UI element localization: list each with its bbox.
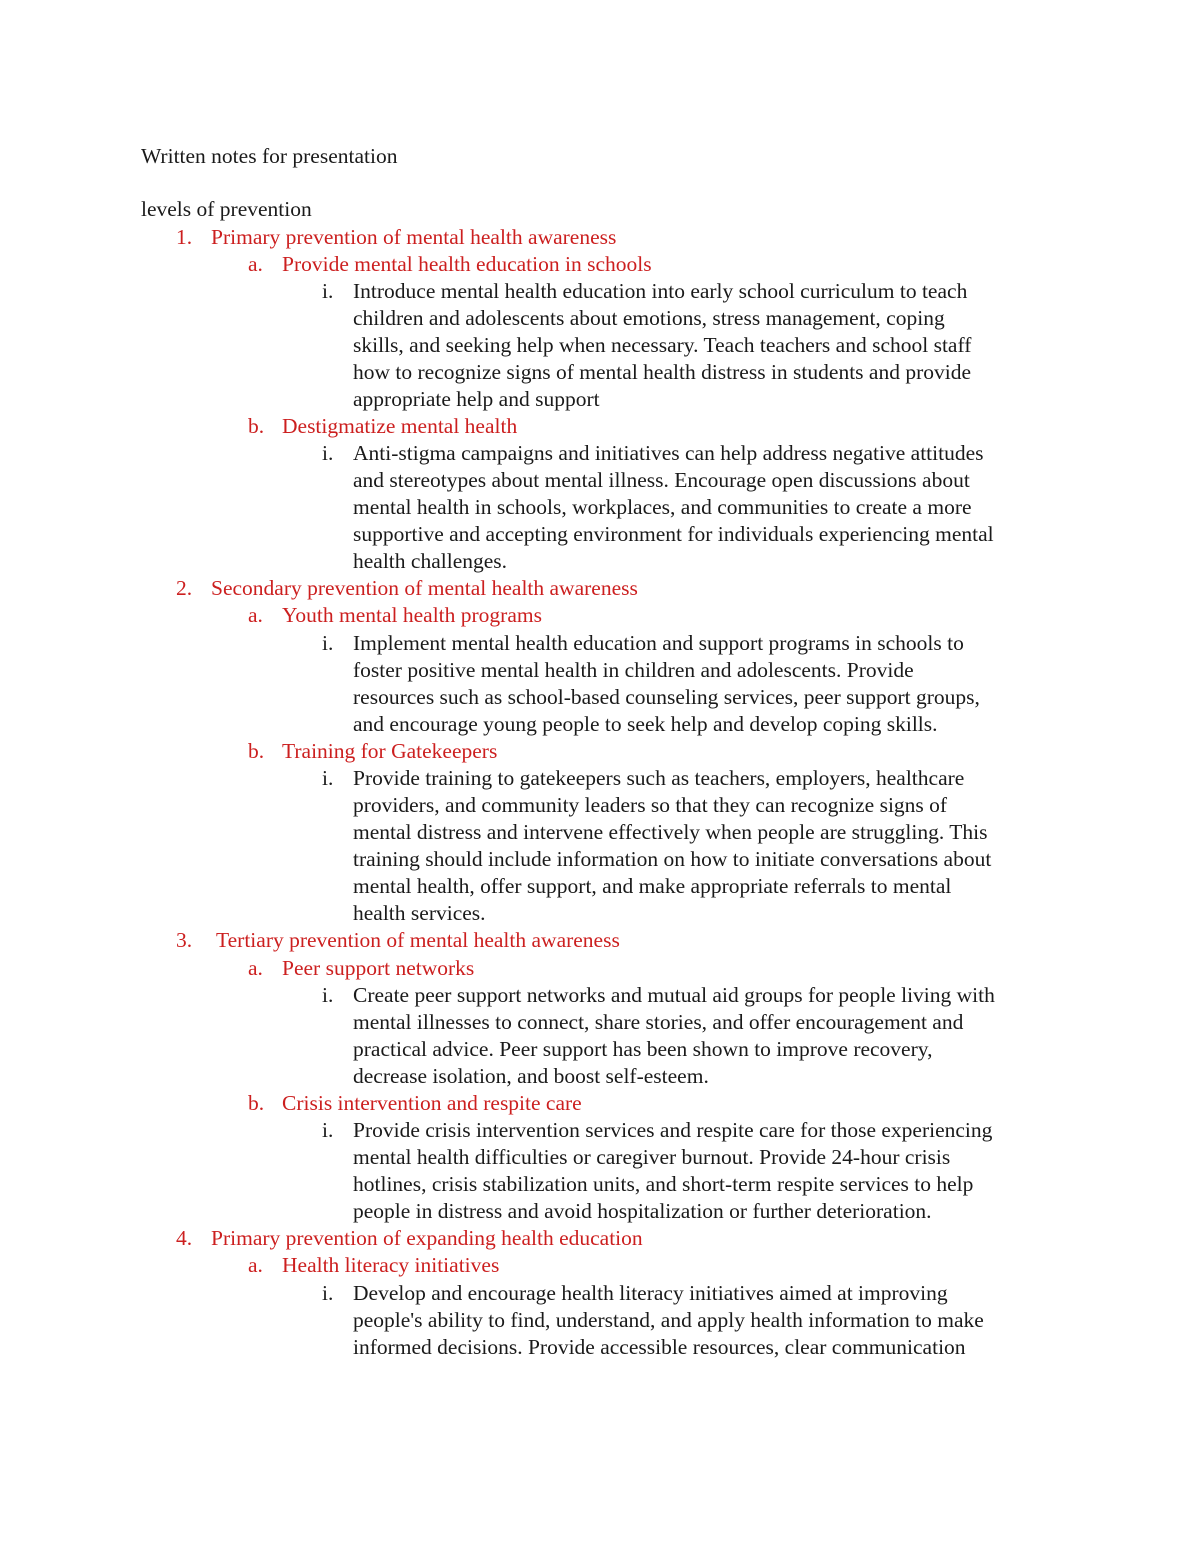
- body-line: health challenges.: [353, 549, 508, 573]
- section-number: 2.: [176, 576, 193, 600]
- body-line: training should include information on how to initiate conversations about: [353, 847, 992, 871]
- body-line: Implement mental health education and support programs in schools to: [353, 631, 964, 655]
- roman-marker: i.: [322, 441, 334, 465]
- subsection-heading: Peer support networks: [282, 956, 475, 980]
- subsection-heading: Training for Gatekeepers: [282, 739, 498, 763]
- body-line: people in distress and avoid hospitalization or further deterioration.: [353, 1199, 932, 1223]
- body-line: how to recognize signs of mental health distress in students and provide: [353, 360, 971, 384]
- body-line: mental illnesses to connect, share stories, and offer encouragement and: [353, 1010, 964, 1034]
- document-title: Written notes for presentation: [141, 144, 398, 168]
- section-heading: Tertiary prevention of mental health awareness: [216, 928, 620, 952]
- body-line: mental health in schools, workplaces, and communities to create a more: [353, 495, 972, 519]
- body-line: Provide training to gatekeepers such as teachers, employers, healthcare: [353, 766, 965, 790]
- subsection-heading: Youth mental health programs: [282, 603, 542, 627]
- roman-marker: i.: [322, 1118, 334, 1142]
- body-line: mental health difficulties or caregiver burnout. Provide 24-hour crisis: [353, 1145, 951, 1169]
- body-line: skills, and seeking help when necessary. Teach teachers and school staff: [353, 333, 972, 357]
- section-number: 3.: [176, 928, 193, 952]
- body-line: decrease isolation, and boost self-esteem.: [353, 1064, 709, 1088]
- subsection-letter: a.: [248, 1253, 263, 1277]
- body-line: and stereotypes about mental illness. Encourage open discussions about: [353, 468, 970, 492]
- document-subtitle: levels of prevention: [141, 197, 312, 221]
- subsection-heading: Provide mental health education in schools: [282, 252, 652, 276]
- body-line: hotlines, crisis stabilization units, and short-term respite services to help: [353, 1172, 974, 1196]
- body-line: and encourage young people to seek help and develop coping skills.: [353, 712, 938, 736]
- body-line: Introduce mental health education into early school curriculum to teach: [353, 279, 968, 303]
- subsection-letter: a.: [248, 603, 263, 627]
- body-line: children and adolescents about emotions, stress management, coping: [353, 306, 945, 330]
- subsection-letter: a.: [248, 252, 263, 276]
- section-number: 1.: [176, 225, 193, 249]
- roman-marker: i.: [322, 983, 334, 1007]
- section-heading: Primary prevention of expanding health education: [211, 1226, 643, 1250]
- body-line: Create peer support networks and mutual aid groups for people living with: [353, 983, 995, 1007]
- body-line: health services.: [353, 901, 486, 925]
- body-line: appropriate help and support: [353, 387, 600, 411]
- roman-marker: i.: [322, 1281, 334, 1305]
- subsection-letter: b.: [248, 739, 265, 763]
- body-line: foster positive mental health in children and adolescents. Provide: [353, 658, 914, 682]
- subsection-letter: a.: [248, 956, 263, 980]
- subsection-heading: Crisis intervention and respite care: [282, 1091, 582, 1115]
- section-heading: Primary prevention of mental health awareness: [211, 225, 617, 249]
- roman-marker: i.: [322, 279, 334, 303]
- body-line: Develop and encourage health literacy initiatives aimed at improving: [353, 1281, 948, 1305]
- section-number: 4.: [176, 1226, 193, 1250]
- body-line: mental distress and intervene effectively when people are struggling. This: [353, 820, 988, 844]
- section-heading: Secondary prevention of mental health awareness: [211, 576, 638, 600]
- body-line: mental health, offer support, and make appropriate referrals to mental: [353, 874, 952, 898]
- body-line: resources such as school-based counseling services, peer support groups,: [353, 685, 980, 709]
- body-line: practical advice. Peer support has been shown to improve recovery,: [353, 1037, 933, 1061]
- body-line: people's ability to find, understand, and apply health information to make: [353, 1308, 984, 1332]
- subsection-letter: b.: [248, 414, 265, 438]
- subsection-heading: Destigmatize mental health: [282, 414, 518, 438]
- body-line: informed decisions. Provide accessible resources, clear communication: [353, 1335, 966, 1359]
- body-line: providers, and community leaders so that they can recognize signs of: [353, 793, 948, 817]
- body-line: Anti-stigma campaigns and initiatives can help address negative attitudes: [353, 441, 984, 465]
- subsection-heading: Health literacy initiatives: [282, 1253, 500, 1277]
- roman-marker: i.: [322, 631, 334, 655]
- body-line: supportive and accepting environment for individuals experiencing mental: [353, 522, 994, 546]
- roman-marker: i.: [322, 766, 334, 790]
- subsection-letter: b.: [248, 1091, 265, 1115]
- body-line: Provide crisis intervention services and respite care for those experiencing: [353, 1118, 993, 1142]
